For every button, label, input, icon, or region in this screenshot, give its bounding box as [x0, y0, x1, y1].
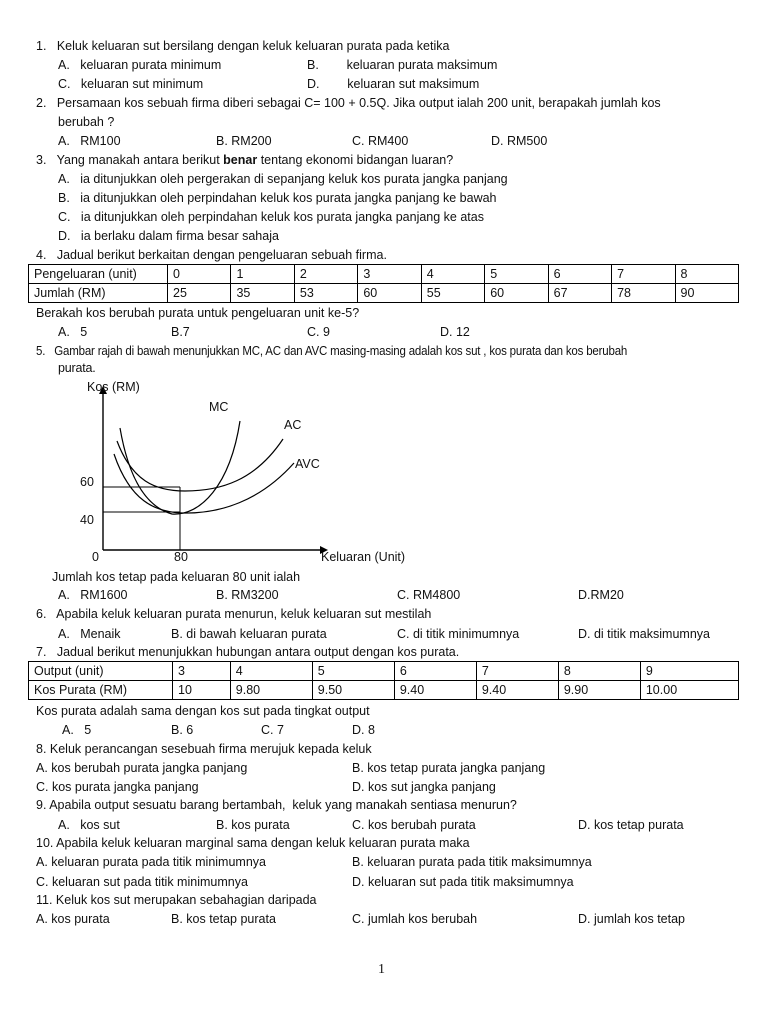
table-cell: Output (unit) [29, 662, 173, 681]
table-cell: 10 [173, 681, 231, 700]
q2-option-a: A. RM100 [58, 134, 121, 148]
table-cell: 4 [230, 662, 312, 681]
q4-table [28, 264, 739, 303]
table-cell: 90 [675, 284, 739, 303]
q4-stem: 4. Jadual berikut berkaitan dengan pengeluaran sebuah firma. [36, 248, 387, 262]
q5-option-b: B. RM3200 [216, 588, 279, 602]
table-cell: Jumlah (RM) [29, 284, 168, 303]
table-cell: 35 [231, 284, 294, 303]
q10-stem: 10. Apabila keluk keluaran marginal sama dengan keluk keluaran purata maka [36, 836, 470, 850]
q9-option-c: C. kos berubah purata [352, 818, 476, 832]
cost-curves-chart [70, 376, 430, 566]
y-tick-60: 60 [80, 475, 94, 489]
table-cell: 8 [675, 265, 739, 284]
table-cell: 7 [476, 662, 558, 681]
q10-option-b: B. keluaran purata pada titik maksimumnya [352, 855, 592, 869]
q3-option-c: C. ia ditunjukkan oleh perpindahan keluk kos purata jangka panjang ke atas [58, 210, 484, 224]
table-row [29, 265, 739, 284]
q9-stem: 9. Apabila output sesuatu barang bertambah, keluk yang manakah sentiasa menurun? [36, 798, 517, 812]
q7-option-b: B. 6 [171, 723, 194, 737]
q4-option-d: D. 12 [440, 325, 470, 339]
q11-option-c: C. jumlah kos berubah [352, 912, 478, 926]
table-cell: 9 [640, 662, 738, 681]
table-cell: 3 [358, 265, 421, 284]
curve-avc [114, 454, 294, 513]
table-cell: 78 [612, 284, 675, 303]
q5-option-d: D.RM20 [578, 588, 624, 602]
q5-stem-line2: purata. [58, 361, 96, 375]
q6-option-c: C. di titik minimumnya [397, 627, 520, 641]
q11-option-a: A. kos purata [36, 912, 110, 926]
curve-ac [117, 439, 283, 491]
table-cell: 2 [294, 265, 357, 284]
ac-label: AC [284, 418, 302, 432]
q6-option-d: D. di titik maksimumnya [578, 627, 710, 641]
q2-option-d: D. RM500 [491, 134, 548, 148]
q9-option-a: A. kos sut [58, 818, 120, 832]
q10-option-c: C. keluaran sut pada titik minimumnya [36, 875, 248, 889]
x-tick-80: 80 [174, 550, 188, 564]
table-cell: 25 [168, 284, 231, 303]
q2-option-c: C. RM400 [352, 134, 409, 148]
table-cell: 60 [358, 284, 421, 303]
q5-stem-line1: 5. Gambar rajah di bawah menunjukkan MC, AC dan AVC masing-masing adalah kos sut , kos purata dan kos berubah [36, 344, 628, 358]
q6-option-a: A. Menaik [58, 627, 121, 641]
q11-option-b: B. kos tetap purata [171, 912, 276, 926]
table-cell: 4 [421, 265, 484, 284]
page-number: 1 [378, 962, 385, 977]
x-axis-label: Keluaran (Unit) [321, 550, 406, 564]
q5-question: Jumlah kos tetap pada keluaran 80 unit ialah [52, 570, 301, 584]
table-cell: 67 [548, 284, 611, 303]
q1-option-d: D. keluaran sut maksimum [307, 77, 480, 91]
q9-option-b: B. kos purata [216, 818, 290, 832]
table-cell: 9.90 [558, 681, 640, 700]
q7-question: Kos purata adalah sama dengan kos sut pada tingkat output [36, 704, 370, 718]
q3-option-d: D. ia berlaku dalam firma besar sahaja [58, 229, 279, 243]
table-cell: 55 [421, 284, 484, 303]
q6-option-b: B. di bawah keluaran purata [171, 627, 327, 641]
q4-option-b: B.7 [171, 325, 190, 339]
table-cell: 53 [294, 284, 357, 303]
table-cell: 5 [312, 662, 394, 681]
table-row [29, 284, 739, 303]
q6-stem: 6. Apabila keluk keluaran purata menurun, keluk keluaran sut mestilah [36, 607, 432, 621]
q1-stem: 1. Keluk keluaran sut bersilang dengan keluk keluaran purata pada ketika [36, 39, 450, 53]
q1-option-b: B. keluaran purata maksimum [307, 58, 498, 72]
table-cell: 9.50 [312, 681, 394, 700]
q8-stem: 8. Keluk perancangan sesebuah firma merujuk kepada keluk [36, 742, 372, 756]
table-cell: 9.80 [230, 681, 312, 700]
table-cell: Kos Purata (RM) [29, 681, 173, 700]
q4-option-a: A. 5 [58, 325, 88, 339]
q1-option-c: C. keluaran sut minimum [58, 77, 204, 91]
q3-stem-pre: 3. Yang manakah antara berikut [36, 153, 224, 167]
q5-option-c: C. RM4800 [397, 588, 461, 602]
q10-option-a: A. keluaran purata pada titik minimumnya [36, 855, 266, 869]
table-cell: 60 [485, 284, 548, 303]
q3-option-a: A. ia ditunjukkan oleh pergerakan di sepanjang keluk kos purata jangka panjang [58, 172, 508, 186]
table-cell: 6 [394, 662, 476, 681]
q7-option-c: C. 7 [261, 723, 284, 737]
table-cell: 9.40 [476, 681, 558, 700]
q8-option-d: D. kos sut jangka panjang [352, 780, 496, 794]
q8-option-c: C. kos purata jangka panjang [36, 780, 199, 794]
table-cell: 9.40 [394, 681, 476, 700]
table-row [29, 662, 739, 681]
q4-option-c: C. 9 [307, 325, 330, 339]
q4-question: Berakah kos berubah purata untuk pengeluaran unit ke-5? [36, 306, 360, 320]
q2-option-b: B. RM200 [216, 134, 272, 148]
table-cell: Pengeluaran (unit) [29, 265, 168, 284]
avc-label: AVC [295, 457, 320, 471]
q9-option-d: D. kos tetap purata [578, 818, 684, 832]
table-cell: 5 [485, 265, 548, 284]
q1-option-a: A. keluaran purata minimum [58, 58, 222, 72]
y-axis-label: Kos (RM) [87, 380, 140, 394]
origin-label: 0 [92, 550, 99, 564]
q7-stem: 7. Jadual berikut menunjukkan hubungan antara output dengan kos purata. [36, 645, 460, 659]
table-cell: 6 [548, 265, 611, 284]
q11-option-d: D. jumlah kos tetap [578, 912, 685, 926]
y-tick-40: 40 [80, 513, 94, 527]
q2-stem-line2: berubah ? [58, 115, 115, 129]
table-cell: 1 [231, 265, 294, 284]
table-cell: 0 [168, 265, 231, 284]
table-cell: 7 [612, 265, 675, 284]
q3-stem-bold: benar [223, 153, 258, 167]
q7-option-d: D. 8 [352, 723, 375, 737]
q3-stem-post: tentang ekonomi bidangan luaran? [257, 153, 454, 167]
q7-option-a: A. 5 [62, 723, 92, 737]
q2-stem-line1: 2. Persamaan kos sebuah firma diberi sebagai C= 100 + 0.5Q. Jika output ialah 200 unit, berapakah jumlah kos [36, 96, 661, 110]
q3-option-b: B. ia ditunjukkan oleh perpindahan keluk kos purata jangka panjang ke bawah [58, 191, 497, 205]
table-row [29, 681, 739, 700]
q3-stem [36, 152, 453, 168]
table-cell: 10.00 [640, 681, 738, 700]
table-cell: 3 [173, 662, 231, 681]
q8-option-b: B. kos tetap purata jangka panjang [352, 761, 546, 775]
mc-label: MC [209, 400, 229, 414]
q10-option-d: D. keluaran sut pada titik maksimumnya [352, 875, 574, 889]
q5-option-a: A. RM1600 [58, 588, 128, 602]
q7-table [28, 661, 739, 700]
q8-option-a: A. kos berubah purata jangka panjang [36, 761, 248, 775]
table-cell: 8 [558, 662, 640, 681]
q11-stem: 11. Keluk kos sut merupakan sebahagian daripada [36, 893, 317, 907]
